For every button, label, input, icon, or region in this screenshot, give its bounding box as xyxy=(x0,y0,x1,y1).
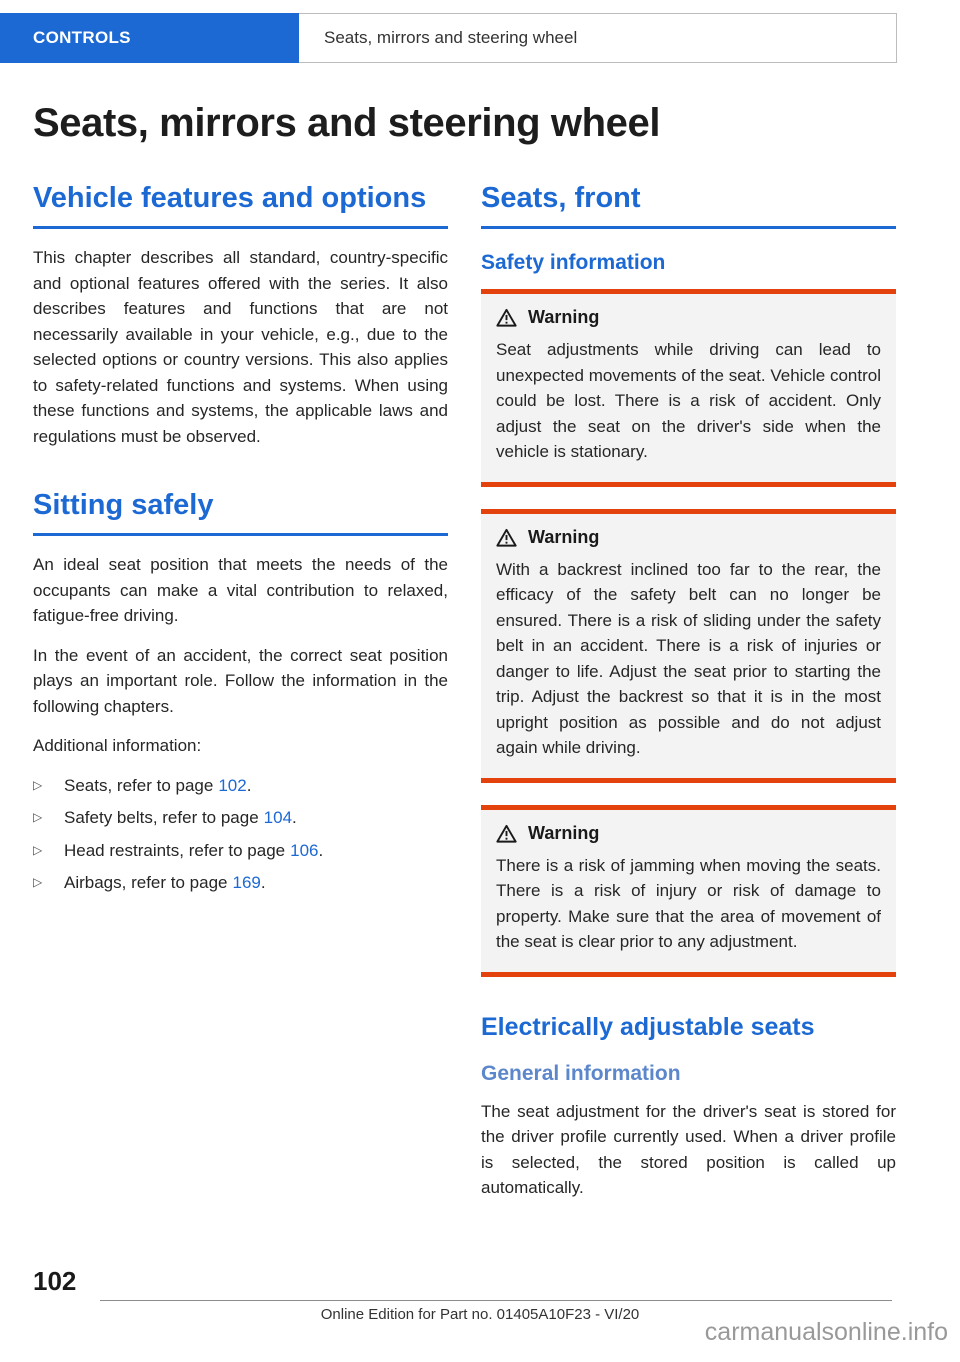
warning-body: There is a risk of jamming when moving the seats. There is a risk of injury or risk of damage to property. Make sure that the area of movement of the seat is clear prior to any adjustment. xyxy=(496,855,881,951)
reference-list xyxy=(33,773,448,896)
sitting-safely-heading: Sitting safely xyxy=(33,489,214,521)
page-link[interactable]: 104 xyxy=(263,808,293,827)
page-title: Seats, mirrors and steering wheel xyxy=(33,101,661,145)
seats-front-heading: Seats, front xyxy=(481,182,641,214)
general-information-heading: General information xyxy=(481,1061,681,1085)
vehicle-features-heading: Vehicle features and options xyxy=(33,182,427,214)
reference-suffix: . xyxy=(246,775,252,795)
list-item xyxy=(33,805,448,831)
page-header xyxy=(0,13,960,63)
warning-title: Warning xyxy=(528,307,600,327)
warning-header xyxy=(496,307,881,328)
heading-rule xyxy=(481,226,896,229)
sitting-safely-paragraph-2: In the event of an accident, the correct seat position plays an important role. Follow the information in the following chapters. xyxy=(33,645,448,716)
reference-text xyxy=(64,773,251,799)
sitting-safely-paragraph-1: An ideal seat position that meets the needs of the occupants can make a vital contribution to relaxed, fatigue-free driving. xyxy=(33,555,448,625)
page-number: 102 xyxy=(33,1266,77,1296)
heading-rule xyxy=(33,226,448,229)
left-column xyxy=(33,180,448,1201)
page-link[interactable]: 106 xyxy=(290,840,319,860)
controls-tab xyxy=(0,13,299,63)
warning-triangle-icon xyxy=(496,528,517,547)
reference-text xyxy=(64,805,297,831)
header-chapter-title: Seats, mirrors and steering wheel xyxy=(324,28,578,47)
safety-information-heading: Safety information xyxy=(481,251,666,274)
warning-header xyxy=(496,823,881,844)
warning-triangle-icon xyxy=(496,824,517,843)
warning-box xyxy=(481,509,896,783)
footer-divider xyxy=(100,1300,892,1301)
section-sitting-safely xyxy=(33,487,448,896)
list-item xyxy=(33,870,448,896)
reference-prefix: Safety belts, refer to page xyxy=(64,808,259,827)
warning-body: Seat adjustments while driving can lead to unexpected movements of the seat. Vehicle control could be lost. There is a risk of accident. Only adjust the seat on the driver's side when the vehicle is stationary. xyxy=(496,340,881,461)
warning-box xyxy=(481,805,896,977)
reference-suffix: . xyxy=(260,873,266,892)
reference-text xyxy=(64,838,323,864)
warning-title: Warning xyxy=(528,822,600,843)
edition-note: Online Edition for Part no. 01405A10F23 - VI/20 xyxy=(320,1306,640,1323)
heading-rule xyxy=(33,533,448,536)
reference-prefix: Seats, refer to page xyxy=(64,775,214,795)
controls-tab-label: CONTROLS xyxy=(33,28,131,47)
section-seats-front xyxy=(481,180,896,1201)
electrically-adjustable-seats-heading: Electrically adjustable seats xyxy=(481,1012,815,1041)
right-column xyxy=(481,180,896,1201)
warning-triangle-icon xyxy=(496,308,517,327)
list-item xyxy=(33,838,448,864)
list-item xyxy=(33,773,448,799)
reference-suffix: . xyxy=(292,808,297,827)
content-columns xyxy=(33,180,896,1201)
reference-prefix: Airbags, refer to page xyxy=(64,873,228,892)
reference-suffix: . xyxy=(318,840,324,860)
warning-header xyxy=(496,527,881,548)
warning-box xyxy=(481,289,896,487)
page-link[interactable]: 102 xyxy=(218,775,247,795)
triangle-bullet-icon: ▷ xyxy=(33,777,43,792)
warning-body: With a backrest inclined too far to the rear, the efficacy of the safety belt can no longer be ensured. There is a risk of sliding under the safety belt in an accident. There is a risk of injuries or danger to life. Adjust the seat prior to starting the trip. Adjust the backrest so that it is in the most upright position as possible and do not adjust again while driving. xyxy=(496,559,881,757)
triangle-bullet-icon: ▷ xyxy=(33,842,43,857)
sitting-safely-paragraph-3: Additional information: xyxy=(33,736,202,755)
vehicle-features-paragraph: This chapter describes all standard, country-specific and optional features offered with the series. It also describes features and functions that are not necessarily available in your vehicle, e.g., due to the selected options or country versions. This also applies to safety-related functions and systems. When using these functions and systems, the applicable laws and regulations must be observed. xyxy=(33,248,448,446)
triangle-bullet-icon: ▷ xyxy=(33,875,43,889)
section-vehicle-features xyxy=(33,180,448,449)
warning-title: Warning xyxy=(528,526,600,547)
reference-prefix: Head restraints, refer to page xyxy=(64,840,286,860)
page-link[interactable]: 169 xyxy=(232,873,261,892)
general-information-paragraph: The seat adjustment for the driver's seat is stored for the driver profile currently used. When a driver profile is selected, the stored position is called up automatically. xyxy=(481,1101,896,1197)
reference-text xyxy=(64,870,266,896)
triangle-bullet-icon: ▷ xyxy=(33,810,43,824)
header-title-box xyxy=(299,13,897,63)
watermark: carmanualsonline.info xyxy=(704,1318,948,1346)
